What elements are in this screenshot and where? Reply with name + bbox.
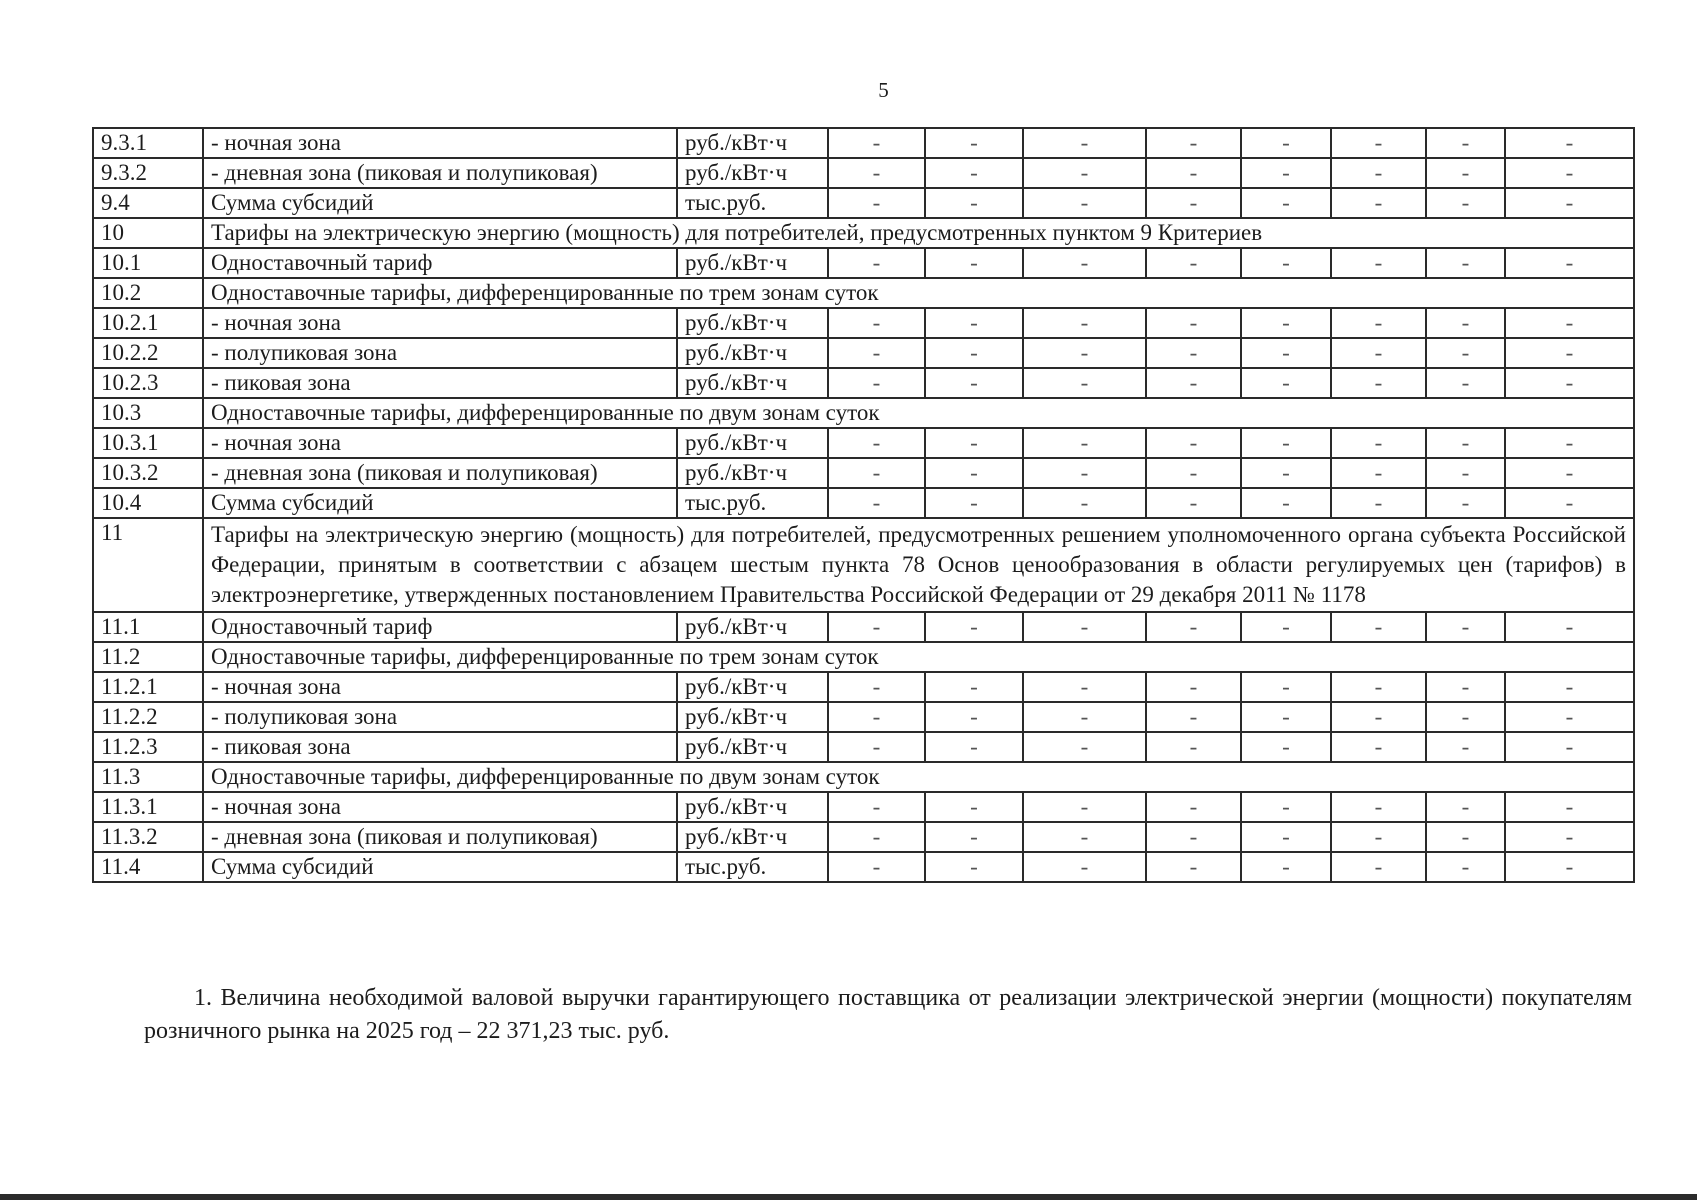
value-cell: -: [828, 488, 925, 518]
table-row: [93, 368, 1634, 398]
value-cell: -: [1505, 702, 1634, 732]
value-cell: -: [925, 612, 1023, 642]
value-cell: -: [1241, 612, 1331, 642]
row-number: 10.3.1: [93, 428, 203, 458]
row-name: - ночная зона: [203, 672, 677, 702]
value-cell: -: [1241, 428, 1331, 458]
value-cell: -: [925, 822, 1023, 852]
value-cell: -: [828, 188, 925, 218]
value-cell: -: [1505, 852, 1634, 882]
value-cell: -: [828, 702, 925, 732]
value-cell: -: [1426, 128, 1505, 158]
value-cell: -: [1505, 458, 1634, 488]
section-heading: Одноставочные тарифы, дифференцированные по трем зонам суток: [203, 642, 1634, 672]
row-number: 10.1: [93, 248, 203, 278]
value-cell: -: [925, 368, 1023, 398]
value-cell: -: [1505, 732, 1634, 762]
table-row: [93, 762, 1634, 792]
value-cell: -: [925, 308, 1023, 338]
row-number: 10.3.2: [93, 458, 203, 488]
value-cell: -: [1241, 488, 1331, 518]
value-cell: -: [828, 612, 925, 642]
row-number: 10.4: [93, 488, 203, 518]
value-cell: -: [1331, 188, 1426, 218]
row-number: 11.4: [93, 852, 203, 882]
table-row: [93, 792, 1634, 822]
row-name: - пиковая зона: [203, 732, 677, 762]
row-unit: руб./кВт·ч: [677, 368, 828, 398]
row-name: - ночная зона: [203, 308, 677, 338]
value-cell: -: [925, 128, 1023, 158]
value-cell: -: [1426, 458, 1505, 488]
row-unit: тыс.руб.: [677, 188, 828, 218]
value-cell: -: [828, 852, 925, 882]
value-cell: -: [1241, 128, 1331, 158]
value-cell: -: [1426, 248, 1505, 278]
value-cell: -: [1331, 702, 1426, 732]
table-row: [93, 428, 1634, 458]
row-number: 10.3: [93, 398, 203, 428]
row-unit: руб./кВт·ч: [677, 672, 828, 702]
value-cell: -: [925, 488, 1023, 518]
value-cell: -: [925, 792, 1023, 822]
table-row: [93, 852, 1634, 882]
value-cell: -: [1023, 672, 1146, 702]
row-name: - ночная зона: [203, 428, 677, 458]
row-name: - ночная зона: [203, 792, 677, 822]
value-cell: -: [1426, 188, 1505, 218]
value-cell: -: [1426, 612, 1505, 642]
value-cell: -: [1331, 612, 1426, 642]
value-cell: -: [1146, 128, 1241, 158]
row-number: 10.2.3: [93, 368, 203, 398]
scan-bottom-edge: [0, 1194, 1697, 1200]
value-cell: -: [1146, 248, 1241, 278]
value-cell: -: [1241, 338, 1331, 368]
value-cell: -: [1023, 822, 1146, 852]
value-cell: -: [925, 852, 1023, 882]
row-name: - полупиковая зона: [203, 702, 677, 732]
row-name: - пиковая зона: [203, 368, 677, 398]
value-cell: -: [1505, 612, 1634, 642]
value-cell: -: [925, 702, 1023, 732]
value-cell: -: [1331, 338, 1426, 368]
row-name: - дневная зона (пиковая и полупиковая): [203, 822, 677, 852]
page-number: 5: [878, 78, 889, 102]
value-cell: -: [1505, 428, 1634, 458]
value-cell: -: [925, 338, 1023, 368]
row-number: 9.3.2: [93, 158, 203, 188]
value-cell: -: [1331, 368, 1426, 398]
value-cell: -: [1146, 488, 1241, 518]
value-cell: -: [1146, 188, 1241, 218]
table-row: [93, 188, 1634, 218]
value-cell: -: [1241, 158, 1331, 188]
value-cell: -: [1023, 852, 1146, 882]
value-cell: -: [1331, 488, 1426, 518]
value-cell: -: [1023, 458, 1146, 488]
value-cell: -: [925, 732, 1023, 762]
value-cell: -: [1146, 702, 1241, 732]
value-cell: -: [1023, 308, 1146, 338]
value-cell: -: [828, 248, 925, 278]
table-row: [93, 642, 1634, 672]
row-number: 11.2.1: [93, 672, 203, 702]
value-cell: -: [1023, 732, 1146, 762]
section-heading: Одноставочные тарифы, дифференцированные по двум зонам суток: [203, 762, 1634, 792]
table-row: [93, 822, 1634, 852]
value-cell: -: [1023, 128, 1146, 158]
row-number: 11: [93, 518, 203, 612]
row-name: - дневная зона (пиковая и полупиковая): [203, 158, 677, 188]
value-cell: -: [1146, 368, 1241, 398]
table-row: [93, 488, 1634, 518]
value-cell: -: [1331, 852, 1426, 882]
value-cell: -: [1146, 612, 1241, 642]
row-unit: тыс.руб.: [677, 488, 828, 518]
value-cell: -: [1505, 248, 1634, 278]
row-number: 11.1: [93, 612, 203, 642]
value-cell: -: [828, 158, 925, 188]
row-name: - дневная зона (пиковая и полупиковая): [203, 458, 677, 488]
value-cell: -: [1426, 488, 1505, 518]
table-row: [93, 248, 1634, 278]
section-heading: Одноставочные тарифы, дифференцированные по двум зонам суток: [203, 398, 1634, 428]
row-number: 10.2: [93, 278, 203, 308]
value-cell: -: [1331, 672, 1426, 702]
value-cell: -: [1505, 308, 1634, 338]
value-cell: -: [1331, 128, 1426, 158]
value-cell: -: [1426, 702, 1505, 732]
section-heading: Одноставочные тарифы, дифференцированные по трем зонам суток: [203, 278, 1634, 308]
row-number: 10.2.2: [93, 338, 203, 368]
value-cell: -: [925, 458, 1023, 488]
value-cell: -: [1023, 792, 1146, 822]
value-cell: -: [1331, 822, 1426, 852]
value-cell: -: [1505, 338, 1634, 368]
row-number: 11.2.3: [93, 732, 203, 762]
row-unit: тыс.руб.: [677, 852, 828, 882]
value-cell: -: [828, 128, 925, 158]
value-cell: -: [1146, 852, 1241, 882]
row-unit: руб./кВт·ч: [677, 128, 828, 158]
value-cell: -: [1426, 852, 1505, 882]
value-cell: -: [1426, 368, 1505, 398]
row-number: 10: [93, 218, 203, 248]
section-heading: Тарифы на электрическую энергию (мощность) для потребителей, предусмотренных пунктом 9 Критериев: [203, 218, 1634, 248]
value-cell: -: [1505, 488, 1634, 518]
value-cell: -: [1505, 368, 1634, 398]
table-row: [93, 702, 1634, 732]
value-cell: -: [1146, 732, 1241, 762]
value-cell: -: [828, 672, 925, 702]
value-cell: -: [925, 188, 1023, 218]
value-cell: -: [1241, 732, 1331, 762]
value-cell: -: [1505, 158, 1634, 188]
value-cell: -: [1505, 672, 1634, 702]
row-unit: руб./кВт·ч: [677, 458, 828, 488]
value-cell: -: [1146, 158, 1241, 188]
table-row: [93, 732, 1634, 762]
value-cell: -: [828, 732, 925, 762]
table-row: [93, 672, 1634, 702]
value-cell: -: [1426, 792, 1505, 822]
value-cell: -: [1023, 248, 1146, 278]
value-cell: -: [1505, 128, 1634, 158]
value-cell: -: [1505, 822, 1634, 852]
table-row: [93, 218, 1634, 248]
table-row: [93, 278, 1634, 308]
row-unit: руб./кВт·ч: [677, 248, 828, 278]
row-unit: руб./кВт·ч: [677, 792, 828, 822]
row-unit: руб./кВт·ч: [677, 732, 828, 762]
value-cell: -: [1241, 188, 1331, 218]
tariff-table-body: [93, 128, 1634, 882]
value-cell: -: [1023, 702, 1146, 732]
row-number: 9.4: [93, 188, 203, 218]
table-row: [93, 338, 1634, 368]
value-cell: -: [925, 158, 1023, 188]
value-cell: -: [1505, 188, 1634, 218]
value-cell: -: [1241, 458, 1331, 488]
value-cell: -: [1146, 428, 1241, 458]
value-cell: -: [1023, 488, 1146, 518]
value-cell: -: [1023, 428, 1146, 458]
value-cell: -: [1146, 792, 1241, 822]
row-number: 11.2: [93, 642, 203, 672]
row-number: 11.2.2: [93, 702, 203, 732]
row-unit: руб./кВт·ч: [677, 428, 828, 458]
value-cell: -: [1023, 612, 1146, 642]
value-cell: -: [1426, 338, 1505, 368]
table-row: [93, 308, 1634, 338]
value-cell: -: [828, 792, 925, 822]
value-cell: -: [828, 338, 925, 368]
row-unit: руб./кВт·ч: [677, 822, 828, 852]
value-cell: -: [1023, 158, 1146, 188]
value-cell: -: [1426, 732, 1505, 762]
row-name: Сумма субсидий: [203, 188, 677, 218]
value-cell: -: [1146, 338, 1241, 368]
value-cell: -: [1426, 672, 1505, 702]
value-cell: -: [1426, 428, 1505, 458]
row-number: 11.3.1: [93, 792, 203, 822]
value-cell: -: [1023, 368, 1146, 398]
row-name: Сумма субсидий: [203, 488, 677, 518]
table-row: [93, 458, 1634, 488]
value-cell: -: [1146, 308, 1241, 338]
value-cell: -: [925, 672, 1023, 702]
row-name: Одноставочный тариф: [203, 248, 677, 278]
value-cell: -: [1331, 458, 1426, 488]
tariff-table: [92, 127, 1635, 883]
footer-paragraph: 1. Величина необходимой валовой выручки гарантирующего поставщика от реализации электрической энергии (мощности) покупателям розничного рынка на 2025 год – 22 371,23 тыс. руб.: [144, 985, 1632, 1044]
table-row: [93, 518, 1634, 612]
value-cell: -: [1331, 248, 1426, 278]
value-cell: -: [1331, 428, 1426, 458]
row-name: Сумма субсидий: [203, 852, 677, 882]
value-cell: -: [1331, 308, 1426, 338]
value-cell: -: [1241, 368, 1331, 398]
value-cell: -: [828, 368, 925, 398]
row-number: 11.3: [93, 762, 203, 792]
value-cell: -: [1023, 338, 1146, 368]
row-unit: руб./кВт·ч: [677, 308, 828, 338]
value-cell: -: [1146, 822, 1241, 852]
value-cell: -: [1426, 822, 1505, 852]
value-cell: -: [1241, 792, 1331, 822]
value-cell: -: [1146, 672, 1241, 702]
value-cell: -: [1146, 458, 1241, 488]
row-name: - ночная зона: [203, 128, 677, 158]
table-row: [93, 612, 1634, 642]
value-cell: -: [828, 822, 925, 852]
value-cell: -: [1241, 702, 1331, 732]
value-cell: -: [1331, 732, 1426, 762]
row-name: Одноставочный тариф: [203, 612, 677, 642]
value-cell: -: [925, 428, 1023, 458]
row-unit: руб./кВт·ч: [677, 338, 828, 368]
value-cell: -: [1241, 852, 1331, 882]
row-unit: руб./кВт·ч: [677, 702, 828, 732]
value-cell: -: [828, 428, 925, 458]
section-heading: Тарифы на электрическую энергию (мощность) для потребителей, предусмотренных решением уполномоченного органа субъекта Российской Федерации, принятым в соответствии с абзацем шестым пункта 78 Основ ценообразования в области регулируемых цен (тарифов) в электроэнергетике, утвержденных постановлением Правительства Российской Федерации от 29 декабря 2011 № 1178: [203, 518, 1634, 612]
value-cell: -: [925, 248, 1023, 278]
value-cell: -: [828, 458, 925, 488]
row-number: 11.3.2: [93, 822, 203, 852]
value-cell: -: [1241, 672, 1331, 702]
value-cell: -: [828, 308, 925, 338]
table-row: [93, 128, 1634, 158]
table-row: [93, 398, 1634, 428]
row-unit: руб./кВт·ч: [677, 158, 828, 188]
value-cell: -: [1426, 158, 1505, 188]
row-name: - полупиковая зона: [203, 338, 677, 368]
row-number: 9.3.1: [93, 128, 203, 158]
value-cell: -: [1505, 792, 1634, 822]
row-number: 10.2.1: [93, 308, 203, 338]
value-cell: -: [1426, 308, 1505, 338]
value-cell: -: [1331, 158, 1426, 188]
value-cell: -: [1331, 792, 1426, 822]
value-cell: -: [1241, 308, 1331, 338]
table-row: [93, 158, 1634, 188]
value-cell: -: [1241, 822, 1331, 852]
row-unit: руб./кВт·ч: [677, 612, 828, 642]
value-cell: -: [1023, 188, 1146, 218]
value-cell: -: [1241, 248, 1331, 278]
